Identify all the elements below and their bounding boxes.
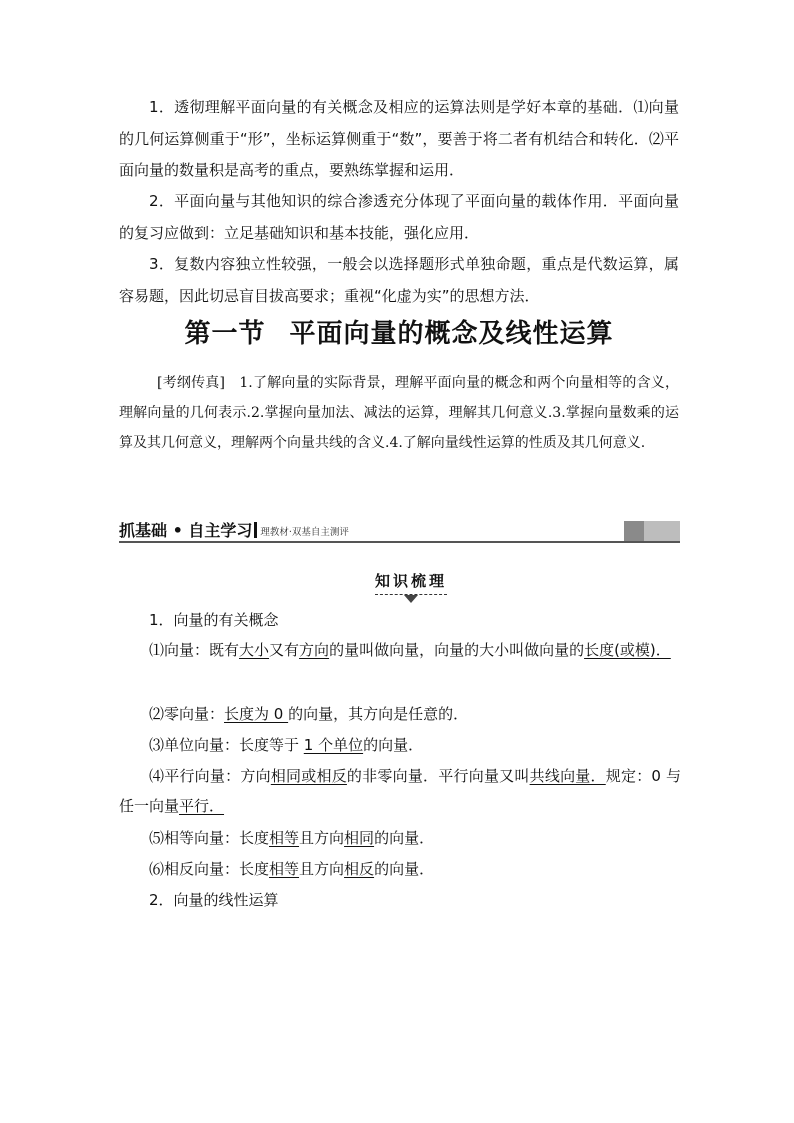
section-number: 第一节 xyxy=(184,319,266,349)
intro-paragraph-1: 1．透彻理解平面向量的有关概念及相应的运算法则是学好本章的基础．⑴向量的几何运算侧重于“形”，坐标运算侧重于“数”，要善于将二者有机结合和转化．⑵平面向量的数量积是高考的重点，要熟练掌握和运用． xyxy=(119,98,679,179)
banner-block-dark xyxy=(624,521,644,541)
banner-divider xyxy=(254,522,257,538)
blank-answer: 相同 xyxy=(344,829,375,847)
definition-equal-vector xyxy=(119,823,681,853)
text: ⑹相反向量：长度 xyxy=(149,860,270,878)
blank-answer: 长度为 0 xyxy=(224,705,289,723)
definition-parallel-vector xyxy=(119,761,681,821)
text: ⑷平行向量：方向 xyxy=(149,767,271,785)
text: 且方向 xyxy=(299,860,345,878)
knowledge-summary-text: 知识梳理 xyxy=(375,570,447,595)
section-banner xyxy=(119,521,680,543)
blank-answer: 相等 xyxy=(269,829,300,847)
triangle-down-icon xyxy=(404,595,418,603)
definition-vector xyxy=(119,635,681,665)
banner-title: 抓基础 • 自主学习 xyxy=(119,521,253,540)
text: 又有 xyxy=(269,641,300,659)
blank-answer: 相等 xyxy=(269,860,300,878)
section-name: 平面向量的概念及线性运算 xyxy=(289,319,614,349)
blank-answer: 相同或相反 xyxy=(270,767,347,785)
banner-heading xyxy=(119,521,349,543)
definition-zero-vector xyxy=(119,699,681,729)
heading-2: 2．向量的线性运算 xyxy=(149,891,279,909)
kaogang-paragraph xyxy=(119,368,679,458)
text: ⑸相等向量：长度 xyxy=(149,829,270,847)
banner-block-light xyxy=(644,521,680,541)
heading-1: 1．向量的有关概念 xyxy=(149,611,279,629)
intro-paragraph-3: 3．复数内容独立性较强，一般会以选择题形式单独命题，重点是代数运算，属容易题，因此切忌盲目拔高要求；重视“化虚为实”的思想方法． xyxy=(119,255,679,305)
text: 的向量． xyxy=(374,860,435,878)
text: 且方向 xyxy=(299,829,345,847)
definition-unit-vector xyxy=(119,730,681,760)
text: 的非零向量．平行向量又叫 xyxy=(346,767,530,785)
blank-answer: 大小 xyxy=(239,641,270,659)
text: 的向量． xyxy=(363,736,424,754)
text: ⑵零向量： xyxy=(149,705,225,723)
blank-answer: 方向 xyxy=(299,641,330,659)
text: 规定：0 与任一向量 xyxy=(119,767,681,815)
text: ⑴向量：既有 xyxy=(149,641,240,659)
intro-paragraph-2: 2．平面向量与其他知识的综合渗透充分体现了平面向量的载体作用．平面向量的复习应做到：立足基础知识和基本技能，强化应用． xyxy=(119,192,679,242)
kaogang-text: 1.了解向量的实际背景，理解平面向量的概念和两个向量相等的含义，理解向量的几何表示.2.掌握向量加法、减法的运算，理解其几何意义.3.掌握向量数乘的运算及其几何意义，理解两个向量共线的含义.4.了解向量线性运算的性质及其几何意义. xyxy=(119,375,679,451)
text: 的量叫做向量，向量的大小叫做向量的 xyxy=(329,641,585,659)
blank-answer: 长度(或模)． xyxy=(584,641,671,659)
blank-answer: 1 个单位 xyxy=(303,736,364,754)
definition-opposite-vector xyxy=(119,854,681,884)
blank-answer: 共线向量． xyxy=(529,767,606,785)
banner-rule xyxy=(119,541,680,543)
text: 的向量，其方向是任意的． xyxy=(288,705,469,723)
kaogang-label: [考纲传真] xyxy=(157,375,225,391)
blank-answer: 相反 xyxy=(344,860,375,878)
knowledge-summary-label xyxy=(373,570,449,603)
text: 的向量． xyxy=(374,829,435,847)
blank-answer: 平行． xyxy=(179,797,225,815)
text: ⑶单位向量：长度等于 xyxy=(149,736,304,754)
banner-subtitle: 理教材·双基自主测评 xyxy=(260,527,349,538)
section-title xyxy=(119,313,679,350)
